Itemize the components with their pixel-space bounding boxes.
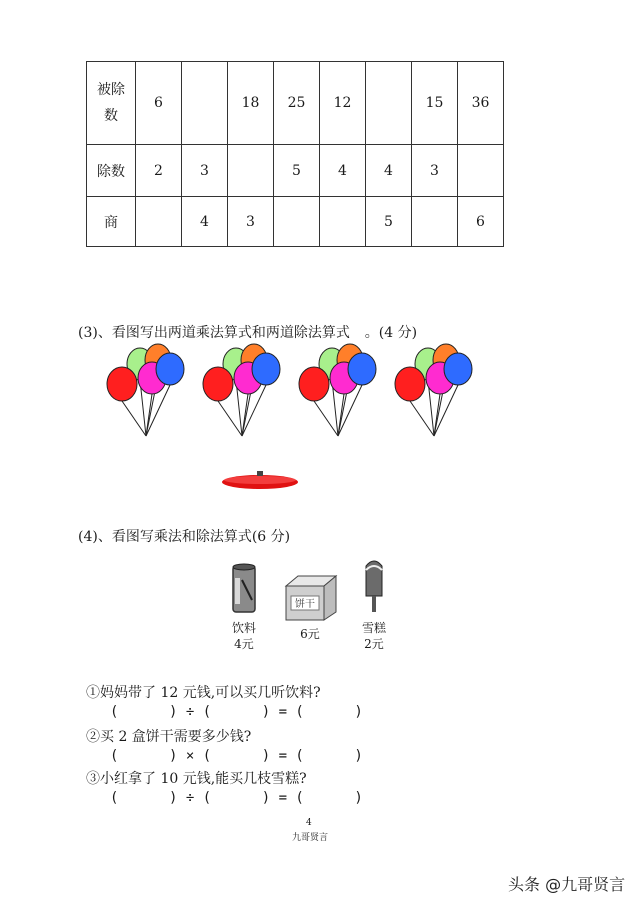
- table-cell: 15: [412, 62, 458, 145]
- balloons-illustration: [100, 340, 490, 450]
- balloon: [444, 353, 472, 385]
- table-cell: 4: [182, 197, 228, 247]
- balloon-group: [299, 344, 376, 436]
- balloon: [395, 367, 425, 401]
- page-number: 4: [306, 818, 312, 828]
- row-label-dividend: 被除数: [87, 62, 136, 145]
- drink-name: 饮料: [231, 621, 256, 635]
- balloon: [156, 353, 184, 385]
- footer-label: 九哥贤言: [292, 833, 329, 843]
- biscuit-price: 6元: [300, 627, 320, 641]
- balloon: [299, 367, 329, 401]
- question-3: ③小红拿了 10 元钱,能买几枝雪糕?: [86, 771, 307, 787]
- table-cell: 36: [458, 62, 504, 145]
- popsicle-icon: [354, 556, 394, 616]
- table-cell: 5: [366, 197, 412, 247]
- table-cell: 5: [274, 145, 320, 197]
- question-1: ①妈妈带了 12 元钱,可以买几听饮料?: [86, 685, 321, 701]
- table-cell: 12: [320, 62, 366, 145]
- balloon: [252, 353, 280, 385]
- balloon: [348, 353, 376, 385]
- balloon-group: [203, 344, 280, 436]
- table-cell: 4: [320, 145, 366, 197]
- balloon-group: [395, 344, 472, 436]
- drink-price: 4元: [234, 637, 254, 651]
- table-cell: [274, 197, 320, 247]
- table-cell: [136, 197, 182, 247]
- q3-title-score: 。(4 分): [364, 325, 418, 341]
- table-cell: 25: [274, 62, 320, 145]
- drink-item: [224, 560, 264, 652]
- table-cell: [182, 62, 228, 145]
- dividend-row: [87, 62, 504, 145]
- watermark: 头条 @九哥贤言: [508, 875, 626, 894]
- table-cell: 6: [136, 62, 182, 145]
- equation-3[interactable]: ( ) ÷ ( ) = ( ): [110, 790, 363, 806]
- table-cell: 3: [182, 145, 228, 197]
- division-table: [86, 61, 504, 247]
- table-cell: 3: [228, 197, 274, 247]
- balloon: [203, 367, 233, 401]
- q4-title: (4)、看图写乘法和除法算式(6 分): [78, 529, 291, 545]
- drink-can-icon: [224, 560, 264, 616]
- equation-1[interactable]: ( ) ÷ ( ) = ( ): [110, 704, 363, 720]
- table-cell: 6: [458, 197, 504, 247]
- biscuit-box-icon: [282, 572, 338, 622]
- table-cell: 4: [366, 145, 412, 197]
- red-plate-image: [220, 468, 300, 496]
- table-cell: [366, 62, 412, 145]
- table-cell: 2: [136, 145, 182, 197]
- popsicle-price: 2元: [364, 637, 384, 651]
- plate-icon: [220, 468, 300, 492]
- table-cell: [412, 197, 458, 247]
- popsicle-name: 雪糕: [361, 621, 386, 635]
- table-cell: [320, 197, 366, 247]
- balloon-group: [107, 344, 184, 436]
- balloon-groups: [100, 340, 490, 450]
- row-label-divisor: 除数: [87, 145, 136, 197]
- q3-title: [78, 322, 417, 342]
- table-cell: 18: [228, 62, 274, 145]
- question-2: ②买 2 盒饼干需要多少钱?: [86, 729, 252, 745]
- balloon: [107, 367, 137, 401]
- biscuit-item: [282, 572, 338, 642]
- table-cell: 3: [412, 145, 458, 197]
- table-cell: [228, 145, 274, 197]
- q3-title-text: (3)、看图写出两道乘法算式和两道除法算式: [78, 325, 350, 341]
- divisor-row: [87, 145, 504, 197]
- quotient-row: [87, 197, 504, 247]
- row-label-quotient: 商: [87, 197, 136, 247]
- popsicle-item: [354, 556, 394, 652]
- box-label: 饼干: [295, 599, 315, 610]
- table-cell: [458, 145, 504, 197]
- equation-2[interactable]: ( ) × ( ) = ( ): [110, 748, 363, 764]
